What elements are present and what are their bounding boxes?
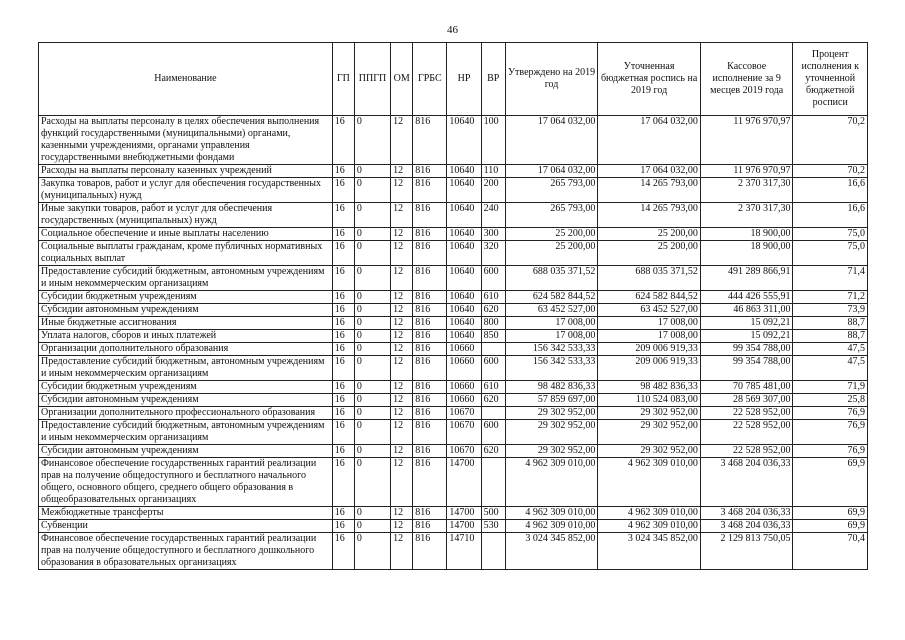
cell-cash: 3 468 204 036,33 xyxy=(700,458,793,507)
cell-percent: 69,9 xyxy=(793,507,868,520)
header-revised: Уточненная бюджетная роспись на 2019 год xyxy=(598,43,701,116)
cell-grbs: 816 xyxy=(413,407,447,420)
cell-name: Субсидии автономным учреждениям xyxy=(39,445,333,458)
cell-name: Социальные выплаты гражданам, кроме публичных нормативных социальных выплат xyxy=(39,241,333,266)
cell-ppgp: 0 xyxy=(354,458,390,507)
cell-ppgp: 0 xyxy=(354,116,390,165)
cell-om: 12 xyxy=(391,291,413,304)
cell-vr: 600 xyxy=(481,356,505,381)
cell-vr: 800 xyxy=(481,317,505,330)
header-approved: Утверждено на 2019 год xyxy=(505,43,598,116)
cell-gp: 16 xyxy=(332,203,354,228)
cell-name: Закупка товаров, работ и услуг для обеспечения государственных (муниципальных) нужд xyxy=(39,178,333,203)
cell-percent: 76,9 xyxy=(793,445,868,458)
cell-gp: 16 xyxy=(332,291,354,304)
cell-name: Межбюджетные трансферты xyxy=(39,507,333,520)
cell-cash: 22 528 952,00 xyxy=(700,420,793,445)
table-header-row xyxy=(39,43,868,116)
cell-revised: 14 265 793,00 xyxy=(598,203,701,228)
table-body xyxy=(39,116,868,570)
table-row xyxy=(39,317,868,330)
cell-name: Уплата налогов, сборов и иных платежей xyxy=(39,330,333,343)
cell-grbs: 816 xyxy=(413,165,447,178)
cell-gp: 16 xyxy=(332,394,354,407)
cell-cash: 2 370 317,30 xyxy=(700,203,793,228)
cell-vr: 610 xyxy=(481,381,505,394)
cell-percent: 75,0 xyxy=(793,228,868,241)
cell-approved: 156 342 533,33 xyxy=(505,356,598,381)
cell-np: 10660 xyxy=(447,381,481,394)
cell-name: Субсидии бюджетным учреждениям xyxy=(39,291,333,304)
cell-om: 12 xyxy=(391,381,413,394)
cell-cash: 15 092,21 xyxy=(700,330,793,343)
cell-approved: 624 582 844,52 xyxy=(505,291,598,304)
cell-ppgp: 0 xyxy=(354,420,390,445)
cell-np: 14710 xyxy=(447,533,481,570)
cell-revised: 110 524 083,00 xyxy=(598,394,701,407)
cell-ppgp: 0 xyxy=(354,445,390,458)
cell-revised: 17 064 032,00 xyxy=(598,165,701,178)
table-row xyxy=(39,407,868,420)
cell-gp: 16 xyxy=(332,356,354,381)
cell-name: Финансовое обеспечение государственных гарантий реализации прав на получение общедоступного и бесплатного начального общего, основного общего, среднего общего образования в общеобразовательных организациях xyxy=(39,458,333,507)
cell-approved: 4 962 309 010,00 xyxy=(505,458,598,507)
cell-ppgp: 0 xyxy=(354,330,390,343)
cell-name: Субсидии бюджетным учреждениям xyxy=(39,381,333,394)
cell-ppgp: 0 xyxy=(354,241,390,266)
page-number: 46 xyxy=(447,24,458,36)
cell-vr: 240 xyxy=(481,203,505,228)
cell-vr: 530 xyxy=(481,520,505,533)
cell-om: 12 xyxy=(391,394,413,407)
cell-ppgp: 0 xyxy=(354,317,390,330)
cell-percent: 75,0 xyxy=(793,241,868,266)
cell-cash: 22 528 952,00 xyxy=(700,407,793,420)
cell-vr: 100 xyxy=(481,116,505,165)
cell-approved: 25 200,00 xyxy=(505,228,598,241)
cell-cash: 3 468 204 036,33 xyxy=(700,507,793,520)
cell-gp: 16 xyxy=(332,241,354,266)
cell-vr: 620 xyxy=(481,394,505,407)
cell-np: 14700 xyxy=(447,458,481,507)
cell-gp: 16 xyxy=(332,420,354,445)
header-vr: ВР xyxy=(481,43,505,116)
cell-percent: 70,2 xyxy=(793,116,868,165)
cell-om: 12 xyxy=(391,520,413,533)
cell-om: 12 xyxy=(391,507,413,520)
cell-cash: 99 354 788,00 xyxy=(700,343,793,356)
cell-revised: 29 302 952,00 xyxy=(598,445,701,458)
table-row xyxy=(39,241,868,266)
cell-om: 12 xyxy=(391,330,413,343)
cell-name: Организации дополнительного профессионального образования xyxy=(39,407,333,420)
cell-ppgp: 0 xyxy=(354,394,390,407)
table-row xyxy=(39,420,868,445)
cell-ppgp: 0 xyxy=(354,203,390,228)
cell-grbs: 816 xyxy=(413,330,447,343)
cell-ppgp: 0 xyxy=(354,178,390,203)
cell-om: 12 xyxy=(391,317,413,330)
cell-np: 10670 xyxy=(447,420,481,445)
cell-om: 12 xyxy=(391,165,413,178)
cell-om: 12 xyxy=(391,458,413,507)
cell-np: 10660 xyxy=(447,343,481,356)
cell-grbs: 816 xyxy=(413,533,447,570)
cell-ppgp: 0 xyxy=(354,343,390,356)
cell-revised: 25 200,00 xyxy=(598,241,701,266)
cell-revised: 3 024 345 852,00 xyxy=(598,533,701,570)
header-np: НР xyxy=(447,43,481,116)
cell-approved: 29 302 952,00 xyxy=(505,407,598,420)
cell-np: 10640 xyxy=(447,178,481,203)
cell-np: 10640 xyxy=(447,165,481,178)
cell-vr xyxy=(481,458,505,507)
cell-cash: 99 354 788,00 xyxy=(700,356,793,381)
table-row xyxy=(39,203,868,228)
cell-approved: 156 342 533,33 xyxy=(505,343,598,356)
cell-gp: 16 xyxy=(332,520,354,533)
cell-om: 12 xyxy=(391,266,413,291)
cell-approved: 17 064 032,00 xyxy=(505,116,598,165)
cell-gp: 16 xyxy=(332,266,354,291)
cell-np: 10670 xyxy=(447,407,481,420)
cell-np: 10640 xyxy=(447,228,481,241)
cell-om: 12 xyxy=(391,343,413,356)
cell-gp: 16 xyxy=(332,317,354,330)
table-row xyxy=(39,343,868,356)
cell-grbs: 816 xyxy=(413,343,447,356)
cell-approved: 98 482 836,33 xyxy=(505,381,598,394)
cell-approved: 4 962 309 010,00 xyxy=(505,520,598,533)
cell-name: Предоставление субсидий бюджетным, автономным учреждениям и иным некоммерческим организациям xyxy=(39,266,333,291)
cell-cash: 28 569 307,00 xyxy=(700,394,793,407)
cell-name: Социальное обеспечение и иные выплаты населению xyxy=(39,228,333,241)
table-row xyxy=(39,228,868,241)
cell-name: Иные закупки товаров, работ и услуг для обеспечения государственных (муниципальных) нужд xyxy=(39,203,333,228)
cell-om: 12 xyxy=(391,228,413,241)
header-grbs: ГРБС xyxy=(413,43,447,116)
cell-vr: 300 xyxy=(481,228,505,241)
table-row xyxy=(39,533,868,570)
cell-revised: 14 265 793,00 xyxy=(598,178,701,203)
cell-gp: 16 xyxy=(332,533,354,570)
cell-cash: 3 468 204 036,33 xyxy=(700,520,793,533)
cell-revised: 17 008,00 xyxy=(598,317,701,330)
cell-vr xyxy=(481,533,505,570)
cell-name: Иные бюджетные ассигнования xyxy=(39,317,333,330)
cell-revised: 4 962 309 010,00 xyxy=(598,507,701,520)
table-row xyxy=(39,304,868,317)
cell-cash: 18 900,00 xyxy=(700,228,793,241)
cell-name: Предоставление субсидий бюджетным, автономным учреждениям и иным некоммерческим организациям xyxy=(39,420,333,445)
cell-name: Субсидии автономным учреждениям xyxy=(39,304,333,317)
cell-ppgp: 0 xyxy=(354,356,390,381)
cell-om: 12 xyxy=(391,356,413,381)
cell-revised: 98 482 836,33 xyxy=(598,381,701,394)
cell-gp: 16 xyxy=(332,343,354,356)
cell-grbs: 816 xyxy=(413,356,447,381)
cell-om: 12 xyxy=(391,304,413,317)
cell-vr: 110 xyxy=(481,165,505,178)
cell-ppgp: 0 xyxy=(354,507,390,520)
cell-cash: 11 976 970,97 xyxy=(700,116,793,165)
cell-revised: 17 008,00 xyxy=(598,330,701,343)
cell-grbs: 816 xyxy=(413,507,447,520)
table-row xyxy=(39,330,868,343)
cell-revised: 29 302 952,00 xyxy=(598,407,701,420)
cell-grbs: 816 xyxy=(413,116,447,165)
header-percent: Процент исполнения к уточненной бюджетной росписи xyxy=(793,43,868,116)
cell-revised: 17 064 032,00 xyxy=(598,116,701,165)
cell-ppgp: 0 xyxy=(354,381,390,394)
table-row xyxy=(39,356,868,381)
table-row xyxy=(39,394,868,407)
cell-vr xyxy=(481,343,505,356)
cell-cash: 22 528 952,00 xyxy=(700,445,793,458)
cell-grbs: 816 xyxy=(413,228,447,241)
table-row xyxy=(39,116,868,165)
cell-np: 10670 xyxy=(447,445,481,458)
cell-om: 12 xyxy=(391,533,413,570)
cell-vr: 200 xyxy=(481,178,505,203)
cell-np: 10640 xyxy=(447,266,481,291)
cell-np: 14700 xyxy=(447,520,481,533)
cell-approved: 17 008,00 xyxy=(505,330,598,343)
table-row xyxy=(39,178,868,203)
cell-cash: 2 370 317,30 xyxy=(700,178,793,203)
cell-np: 10660 xyxy=(447,356,481,381)
cell-gp: 16 xyxy=(332,178,354,203)
cell-percent: 16,6 xyxy=(793,178,868,203)
cell-vr: 600 xyxy=(481,266,505,291)
cell-np: 10640 xyxy=(447,304,481,317)
table-row xyxy=(39,520,868,533)
cell-approved: 4 962 309 010,00 xyxy=(505,507,598,520)
cell-gp: 16 xyxy=(332,165,354,178)
cell-om: 12 xyxy=(391,203,413,228)
cell-grbs: 816 xyxy=(413,394,447,407)
cell-ppgp: 0 xyxy=(354,291,390,304)
cell-om: 12 xyxy=(391,116,413,165)
cell-grbs: 816 xyxy=(413,445,447,458)
cell-grbs: 816 xyxy=(413,317,447,330)
cell-vr: 610 xyxy=(481,291,505,304)
cell-ppgp: 0 xyxy=(354,520,390,533)
cell-grbs: 816 xyxy=(413,178,447,203)
cell-revised: 29 302 952,00 xyxy=(598,420,701,445)
cell-grbs: 816 xyxy=(413,241,447,266)
cell-gp: 16 xyxy=(332,330,354,343)
cell-revised: 624 582 844,52 xyxy=(598,291,701,304)
cell-gp: 16 xyxy=(332,407,354,420)
cell-gp: 16 xyxy=(332,381,354,394)
header-name: Наименование xyxy=(39,43,333,116)
cell-revised: 4 962 309 010,00 xyxy=(598,520,701,533)
cell-percent: 76,9 xyxy=(793,407,868,420)
cell-revised: 4 962 309 010,00 xyxy=(598,458,701,507)
header-gp: ГП xyxy=(332,43,354,116)
cell-revised: 688 035 371,52 xyxy=(598,266,701,291)
cell-approved: 29 302 952,00 xyxy=(505,420,598,445)
cell-gp: 16 xyxy=(332,458,354,507)
cell-vr: 850 xyxy=(481,330,505,343)
cell-ppgp: 0 xyxy=(354,165,390,178)
cell-grbs: 816 xyxy=(413,520,447,533)
cell-cash: 444 426 555,91 xyxy=(700,291,793,304)
cell-np: 10640 xyxy=(447,116,481,165)
cell-revised: 209 006 919,33 xyxy=(598,356,701,381)
cell-ppgp: 0 xyxy=(354,533,390,570)
cell-grbs: 816 xyxy=(413,304,447,317)
cell-ppgp: 0 xyxy=(354,304,390,317)
cell-name: Финансовое обеспечение государственных гарантий реализации прав на получение общедоступного и бесплатного дошкольного образования в образовательных организациях xyxy=(39,533,333,570)
cell-gp: 16 xyxy=(332,445,354,458)
cell-cash: 491 289 866,91 xyxy=(700,266,793,291)
cell-cash: 70 785 481,00 xyxy=(700,381,793,394)
header-ppgp: ППГП xyxy=(354,43,390,116)
cell-np: 10640 xyxy=(447,241,481,266)
cell-percent: 47,5 xyxy=(793,356,868,381)
cell-percent: 88,7 xyxy=(793,317,868,330)
cell-cash: 18 900,00 xyxy=(700,241,793,266)
cell-percent: 70,2 xyxy=(793,165,868,178)
cell-approved: 57 859 697,00 xyxy=(505,394,598,407)
cell-name: Расходы на выплаты персоналу в целях обеспечения выполнения функций государственными (муниципальными) органами, казенными учреждениями, органами управления государственными внебюджетными фондами xyxy=(39,116,333,165)
cell-approved: 29 302 952,00 xyxy=(505,445,598,458)
table-row xyxy=(39,165,868,178)
cell-name: Расходы на выплаты персоналу казенных учреждений xyxy=(39,165,333,178)
table-row xyxy=(39,458,868,507)
cell-name: Предоставление субсидий бюджетным, автономным учреждениям и иным некоммерческим организациям xyxy=(39,356,333,381)
cell-vr: 500 xyxy=(481,507,505,520)
cell-revised: 25 200,00 xyxy=(598,228,701,241)
cell-np: 10640 xyxy=(447,291,481,304)
cell-cash: 46 863 311,00 xyxy=(700,304,793,317)
cell-np: 10640 xyxy=(447,330,481,343)
cell-om: 12 xyxy=(391,420,413,445)
cell-name: Субвенции xyxy=(39,520,333,533)
cell-grbs: 816 xyxy=(413,266,447,291)
cell-np: 10640 xyxy=(447,317,481,330)
cell-grbs: 816 xyxy=(413,458,447,507)
cell-om: 12 xyxy=(391,241,413,266)
cell-cash: 2 129 813 750,05 xyxy=(700,533,793,570)
cell-gp: 16 xyxy=(332,304,354,317)
cell-cash: 15 092,21 xyxy=(700,317,793,330)
cell-vr: 620 xyxy=(481,445,505,458)
cell-approved: 25 200,00 xyxy=(505,241,598,266)
cell-cash: 11 976 970,97 xyxy=(700,165,793,178)
cell-percent: 71,9 xyxy=(793,381,868,394)
header-cash: Кассовое исполнение за 9 месцев 2019 года xyxy=(700,43,793,116)
cell-percent: 69,9 xyxy=(793,520,868,533)
table-row xyxy=(39,291,868,304)
table-row xyxy=(39,445,868,458)
header-om: ОМ xyxy=(391,43,413,116)
cell-percent: 25,8 xyxy=(793,394,868,407)
cell-name: Организации дополнительного образования xyxy=(39,343,333,356)
cell-percent: 71,4 xyxy=(793,266,868,291)
cell-om: 12 xyxy=(391,407,413,420)
table-row xyxy=(39,266,868,291)
cell-name: Субсидии автономным учреждениям xyxy=(39,394,333,407)
cell-grbs: 816 xyxy=(413,420,447,445)
cell-revised: 209 006 919,33 xyxy=(598,343,701,356)
cell-approved: 265 793,00 xyxy=(505,203,598,228)
cell-percent: 47,5 xyxy=(793,343,868,356)
cell-approved: 265 793,00 xyxy=(505,178,598,203)
table-row xyxy=(39,507,868,520)
cell-om: 12 xyxy=(391,445,413,458)
cell-revised: 63 452 527,00 xyxy=(598,304,701,317)
cell-grbs: 816 xyxy=(413,381,447,394)
cell-vr: 600 xyxy=(481,420,505,445)
cell-vr: 320 xyxy=(481,241,505,266)
cell-grbs: 816 xyxy=(413,291,447,304)
cell-percent: 88,7 xyxy=(793,330,868,343)
cell-percent: 71,2 xyxy=(793,291,868,304)
cell-approved: 63 452 527,00 xyxy=(505,304,598,317)
cell-percent: 76,9 xyxy=(793,420,868,445)
cell-np: 14700 xyxy=(447,507,481,520)
cell-gp: 16 xyxy=(332,507,354,520)
cell-np: 10660 xyxy=(447,394,481,407)
cell-percent: 16,6 xyxy=(793,203,868,228)
cell-gp: 16 xyxy=(332,116,354,165)
cell-approved: 17 008,00 xyxy=(505,317,598,330)
cell-approved: 3 024 345 852,00 xyxy=(505,533,598,570)
cell-vr: 620 xyxy=(481,304,505,317)
budget-execution-table xyxy=(38,42,868,570)
cell-vr xyxy=(481,407,505,420)
cell-ppgp: 0 xyxy=(354,228,390,241)
cell-percent: 73,9 xyxy=(793,304,868,317)
cell-approved: 17 064 032,00 xyxy=(505,165,598,178)
cell-gp: 16 xyxy=(332,228,354,241)
cell-ppgp: 0 xyxy=(354,266,390,291)
table-row xyxy=(39,381,868,394)
cell-approved: 688 035 371,52 xyxy=(505,266,598,291)
cell-percent: 70,4 xyxy=(793,533,868,570)
cell-om: 12 xyxy=(391,178,413,203)
cell-ppgp: 0 xyxy=(354,407,390,420)
cell-np: 10640 xyxy=(447,203,481,228)
cell-percent: 69,9 xyxy=(793,458,868,507)
cell-grbs: 816 xyxy=(413,203,447,228)
